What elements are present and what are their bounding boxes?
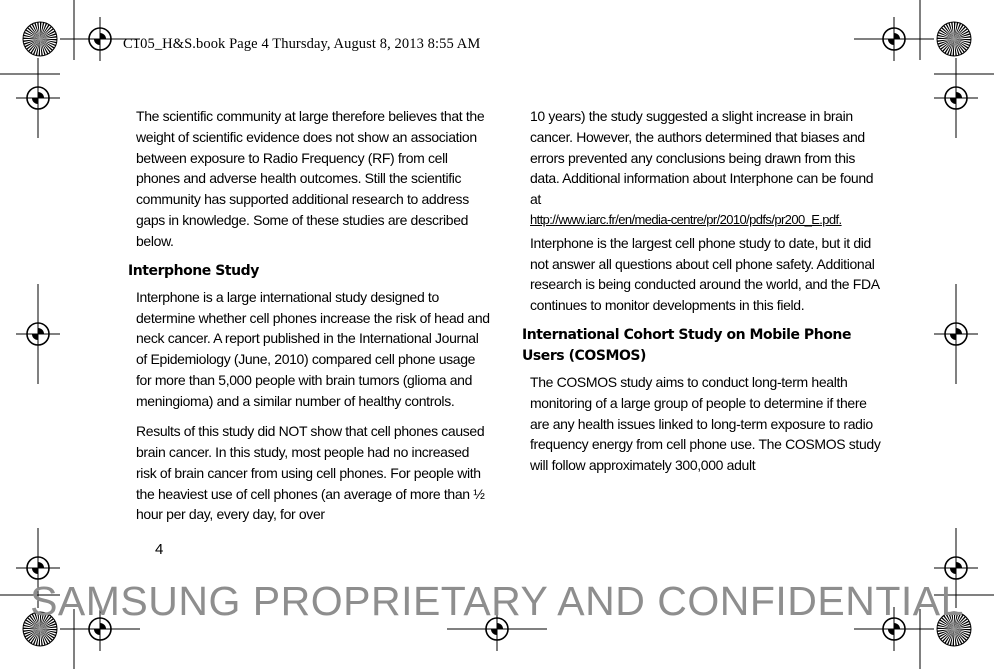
intro-paragraph: The scientific community at large therefore believes that the weight of scientific evidence does not show an association between exposure to Radio Frequency (RF) from cell phones and adverse health outcomes. Still the scientific community has supported additional research to address gaps in knowledge. Some of these studies are described below. <box>136 108 485 249</box>
section-heading-cosmos: International Cohort Study on Mobile Phone Users (COSMOS) <box>522 327 851 365</box>
cosmos-paragraph: The COSMOS study aims to conduct long-term health monitoring of a large group of people to determine if there are any health issues linked to long-term exposure to radio frequency energy from cell phone use. The COSMOS study will follow approximately 300,000 adult <box>530 374 881 474</box>
print-slug-header: C105_H&S.book Page 4 Thursday, August 8, 2013 8:55 AM <box>123 36 481 52</box>
section-heading-interphone: Interphone Study <box>128 263 259 280</box>
left-column <box>128 106 490 535</box>
interphone-paragraph-3-text: 10 years) the study suggested a slight increase in brain cancer. However, the authors determined that biases and errors prevented any conclusions being drawn from this data. Additional information about Interphone can be found at <box>530 108 874 208</box>
registration-crosshair-icon <box>934 58 978 138</box>
interphone-paragraph-3 <box>530 106 882 231</box>
registration-crosshair-icon <box>854 17 934 61</box>
interphone-paragraph-1: Interphone is a large international study designed to determine whether cell phones increase the risk of head and neck cancer. A report published in the International Journal of Epidemiology (June, 2010) compared cell phone usage for more than 5,000 people with brain tumors (glioma and meningioma) and a similar number of healthy controls. <box>136 288 490 409</box>
registration-starburst-icon <box>937 22 971 56</box>
confidential-watermark: SAMSUNG PROPRIETARY AND CONFIDENTIAL <box>30 578 964 624</box>
iarc-report-link[interactable]: http://www.iarc.fr/en/media-centre/pr/2010/pdfs/pr200_E.pdf. <box>530 211 842 227</box>
right-column <box>522 106 882 486</box>
page-number: 4 <box>155 541 164 558</box>
interphone-paragraph-2: Results of this study did NOT show that cell phones caused brain cancer. In this study, most people had no increased risk of brain cancer from using cell phones. For people with the heaviest use of cell phones (an average of more than ½ hour per day, every day, for over <box>136 423 485 523</box>
registration-crosshair-icon <box>16 58 60 138</box>
registration-starburst-icon <box>23 22 57 56</box>
registration-crosshair-icon <box>16 284 60 384</box>
interphone-paragraph-4: Interphone is the largest cell phone study to date, but it did not answer all questions about cell phone safety. Additional research is being conducted around the world, and the FDA continues to monitor developments in this field. <box>530 234 879 314</box>
registration-crosshair-icon <box>934 284 978 384</box>
